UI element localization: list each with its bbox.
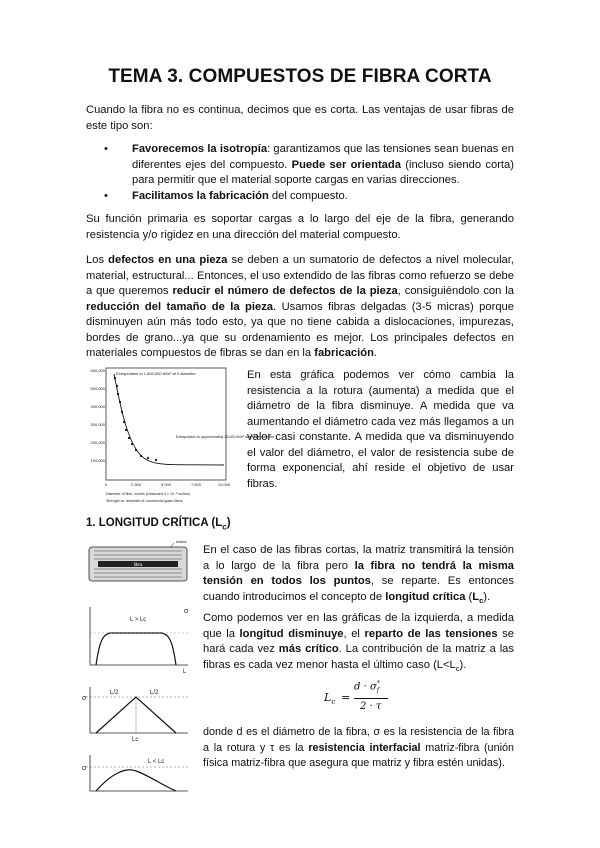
function-paragraph: Su función primaria es soportar cargas a lo largo del eje de la fibra, generando resistencia y/o rigidez en una dirección del material compuesto.: [86, 213, 514, 241]
data-point: [125, 429, 127, 431]
annotation-right: Extrapolates to approximately 25,000 lb/in² at infinite diameter: [176, 435, 275, 439]
sigma-label: σ: [82, 765, 87, 772]
data-point: [116, 385, 118, 387]
critical-length-formula: $L_c$ = $d \cdot \sigma^*_f$ 2 · τ: [324, 680, 394, 720]
half-length-label: L/2: [150, 690, 159, 696]
intro-paragraph: Cuando la fibra no es continua, decimos que es corta. Las ventajas de usar fibras de este tipo son:: [86, 104, 514, 132]
case-label: L < Lc: [148, 759, 165, 765]
graph-paragraph: En esta gráfica podemos ver cómo cambia la resistencia a la rotura (aumenta) a medida que el diámetro de la fibra disminuye. A medida que va aumentando el diámetro cada vez más llegamos a un valor casi constante. A medida que va disminuyendo el valor del diámetro, el valor de resistencia sube de forma exponencial, ahí reside el objetivo de usar fibras.: [247, 369, 514, 490]
bullet-text: (incluso siendo corta) para permitir que el material soporte cargas en varias direcciones.: [132, 158, 514, 186]
caption-line: Diameter of fiber, inches (measured 4 × 10⁻⁵ inches): [106, 492, 190, 496]
data-point: [135, 449, 137, 451]
fraction-bar: [354, 698, 388, 699]
data-point: [114, 377, 116, 379]
plot-frame: [106, 368, 226, 480]
caption-line: Strength vs. diameter of commercial glass fibers: [106, 499, 183, 503]
matrix-label: matriz: [176, 539, 187, 544]
data-point: [121, 411, 123, 413]
case-label: L > Lc: [130, 617, 147, 623]
data-point: [123, 421, 125, 423]
data-point: [128, 437, 130, 439]
y-tick: 400,000: [90, 404, 105, 409]
critical-length-paragraph-1: En el caso de las fibras cortas, la matriz transmitirá la tensión a lo largo de la fibra pero la fibra no tendrá la misma tensión en todos los puntos, se reparte. Es entonces cuando introducimos el concepto de longitud crítica $(L_c)$.: [203, 544, 514, 605]
bullet-icon: •: [104, 189, 108, 202]
axis-label: L: [183, 669, 187, 675]
data-point: [117, 393, 119, 395]
sigma-label: σ: [184, 608, 189, 615]
data-point: [155, 459, 157, 461]
formula-lhs: L: [324, 691, 332, 704]
fiber-matrix-diagram: [89, 539, 187, 581]
data-point: [140, 455, 142, 457]
formula-equals: =: [341, 691, 351, 704]
sigma-label: σ: [82, 695, 87, 702]
critical-length-figure: [82, 537, 192, 805]
bullet-bold: Favorecemos la isotropía: [132, 143, 268, 155]
annotation-top: Extrapolates to 1,600,000 lb/in² at 0 diameter: [116, 371, 196, 376]
x-tick: 5,000: [160, 482, 172, 487]
y-tick: 100,000: [90, 458, 105, 463]
formula-numerator: d · σ: [354, 681, 377, 693]
section-heading: 1. LONGITUD CRÍTICA $(L_c)$: [86, 517, 231, 532]
list-item: [104, 142, 514, 189]
y-tick: 600,000: [90, 368, 105, 373]
strength-diameter-figure: [86, 364, 275, 508]
data-point: [147, 457, 149, 459]
x-tick: 10,000: [217, 482, 231, 487]
bullet-bold: Facilitamos la fabricación: [132, 189, 269, 202]
x-tick: 2,500: [130, 482, 142, 487]
y-tick: 200,000: [90, 440, 105, 445]
x-tick: 7,500: [190, 482, 202, 487]
stress-plot-short: [82, 755, 188, 791]
bullet-text: del compuesto.: [268, 189, 348, 202]
critical-length-paragraph-2: Como podemos ver en las gráficas de la izquierda, a medida que la longitud disminuye, el reparto de las tensiones se hará cada vez más crítico. La contribución de la matriz a las fibras es cada vez menor hasta el último caso $(L<L_c)$.: [203, 612, 514, 673]
y-tick: 500,000: [90, 386, 105, 391]
formula-denominator: 2 · τ: [360, 701, 382, 712]
bullet-bold: Puede ser orientada: [291, 158, 401, 171]
defects-paragraph: Los defectos en una pieza se deben a un sumatorio de defectos a nivel molecular, material, estructural... Entonces, el uso extendido de las fibras como refuerzo se debe a que queremos reducir el número de defectos de la pieza, consiguiéndolo con la reducción del tamaño de la pieza. Usamos fibras delgadas (3-5 micras) porque disminuyen aún más todo esto, ya que no tiene cabida a dislocaciones, impurezas, bordes de grano...ya que su ordenamiento es mejor. Los principales defectos en materiales compuestos de fibras se dan en la fabricación.: [86, 254, 515, 359]
stress-plot-critical: [82, 687, 188, 743]
x-tick: 0: [104, 482, 108, 487]
y-tick: 300,000: [90, 422, 105, 427]
stress-plot-long: [90, 607, 189, 675]
list-item: [104, 189, 514, 205]
data-point: [131, 443, 133, 445]
case-label: Lc: [132, 737, 139, 743]
page-title: TEMA 3. COMPUESTOS DE FIBRA CORTA: [108, 66, 492, 87]
bullet-icon: •: [104, 143, 108, 155]
half-length-label: L/2: [110, 690, 119, 696]
formula-explanation: donde d es el diámetro de la fibra, σ es la resistencia de la fibra a la rotura y τ es la resistencia interfacial matriz-fibra (unión física matriz-fibra que asegura que matriz y fibra estén unidas).: [203, 726, 514, 769]
data-point: [119, 401, 121, 403]
advantages-list: [104, 142, 514, 204]
bullet-text: : garantizamos que las tensiones sean buenas en diferentes ejes del compuesto.: [132, 143, 514, 171]
fiber-label: fibra: [133, 562, 143, 567]
